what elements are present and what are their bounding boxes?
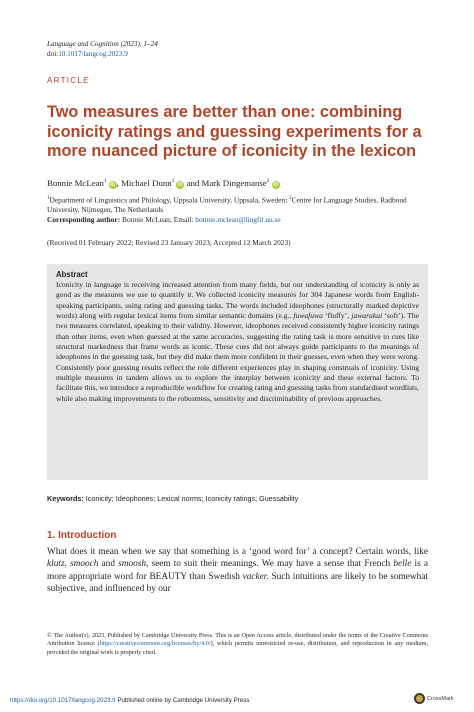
keywords-label: Keywords: [47,494,84,503]
author-name: Bonnie McLean [47,177,104,188]
intro-example-word: smoosh [118,559,147,570]
affiliation-number: 2 [289,196,292,201]
abstract-segment: Iconicity in language is receiving increased attention from many fields, but our understanding of iconicity is only as good as the measures we use to quantify it. We collected iconicity measures for 304 Japanese words from English-speaking participants, using rating and guessing tasks. The words included ideophones (structurally marked depictive words) along with regular lexical items from similar semantic domains (e.g., [56,280,419,321]
intro-segment: What does it mean when we say that something is a ‘good word for’ a concept? Certain words, like [47,547,428,557]
license-segment: © The Author(s), 2023. Published by Cambridge University Press. This is an Open Access article, distributed under the terms of the Creative Commons Attribution licence ( [47,632,428,648]
abstract-segment: ‘soft’). The two measures correlated, speaking to their validity. However, ideophones received consistently higher iconicity ratings than other items, even when guessed at the same accuracies, suggesting the rating task is more sensitive to cues like structural markedness that frame words as iconic. These cues did not always guide participants to the meanings of ideophones in the guessing task, but they did make them more confident in their guesses, even when they were wrong. Consistently poor guessing results reflect the role different experiences play in shaping construals of iconicity. Using multiple measures in tandem allows us to explore the interplay between iconicity and these external factors. To facilitate this, we introduce a reproducible workflow for creating rating and guessing tasks from standardised wordlists, while also making improvements to the robustness, sensitivity and discriminability of previous approaches. [56,311,419,403]
keywords-list: Iconicity; Ideophones; Lexical norms; Iconicity ratings; Guessability [83,494,299,503]
section-heading: 1. Introduction [47,530,117,541]
crossmark-badge[interactable] [414,693,454,704]
intro-segment: is a more appropriate word for BEAUTY than Swedish [47,559,428,582]
intro-example-word: belle [393,559,412,570]
corresponding-author-label: Corresponding author: [47,214,121,224]
affiliation-2: Centre for Language Studies, Radboud University, Nijmegen, The Netherlands [47,195,407,215]
footer-text: Published online by Cambridge University Press [115,697,250,704]
author-separator: , [116,177,122,188]
license-segment: ), which permits unrestricted re-use, distribution, and reproduction in any medium, provided the original work is properly cited. [47,640,428,656]
doi-line [47,50,128,59]
footer [10,697,249,705]
intro-segment: , [64,559,71,570]
author-affiliation-number: 2 [266,178,270,184]
article-type-label: ARTICLE [47,76,90,85]
abstract-heading: Abstract [56,270,88,279]
orcid-icon[interactable]: iD [177,181,183,188]
orcid-icon[interactable]: iD [110,181,116,188]
intro-segment: , seem to suit their meanings. We may have a sense that French [146,559,394,570]
abstract-example-word: jawarakai [351,311,383,321]
corresponding-author-text: Bonnie McLean; Email: [120,214,196,224]
license-notice [47,632,428,657]
doi-prefix: doi: [47,50,59,58]
crossmark-label: CrossMark [427,695,454,702]
author-affiliation-number: 1 [103,178,107,184]
intro-example-word: smooch [70,559,99,570]
abstract-example-word: fuwafuwa [293,311,323,321]
author-name: Michael Dunn [121,177,172,188]
keywords [47,494,298,503]
license-link[interactable]: https://creativecommons.org/licenses/by/4.0/ [99,640,211,648]
intro-segment: Such intuitions are likely to be somewhat subjective, and influenced by our [47,571,428,595]
intro-example-word: vacker. [242,571,269,582]
abstract-box [47,264,428,480]
paper-title: Two measures are better than one: combining iconicity ratings and guessing experiments for a more nuanced picture of iconicity in the lexicon [47,103,422,160]
affiliation-number: 1 [47,196,50,201]
intro-segment: and [98,559,119,570]
author-affiliation-number: 1 [171,178,175,184]
email-link[interactable]: bonnie.mclean@lingfil.uu.se [195,214,281,224]
affiliation-1: Department of Linguistics and Philology, Uppsala University, Uppsala, Sweden; [49,195,290,205]
abstract-segment: ‘fluffy’, [322,311,352,321]
journal-citation: Language and Cognition (2023), 1–24 [47,40,158,48]
doi-link[interactable]: 10.1017/langcog.2023.9 [58,50,128,58]
orcid-icon[interactable]: iD [273,181,278,188]
author-name: Mark Dingemanse [201,177,267,188]
footer-doi-link[interactable]: https://doi.org/10.1017/langcog.2023.9 [10,697,116,704]
intro-paragraph [47,546,428,596]
abstract-text [56,280,419,404]
author-list [47,176,280,189]
author-conjunction: and [184,177,202,188]
intro-example-word: klutz [47,559,65,570]
crossmark-icon [414,693,425,704]
received-dates: (Received 01 February 2022; Revised 23 January 2023; Accepted 12 March 2023) [47,238,291,247]
affiliations [47,194,433,224]
